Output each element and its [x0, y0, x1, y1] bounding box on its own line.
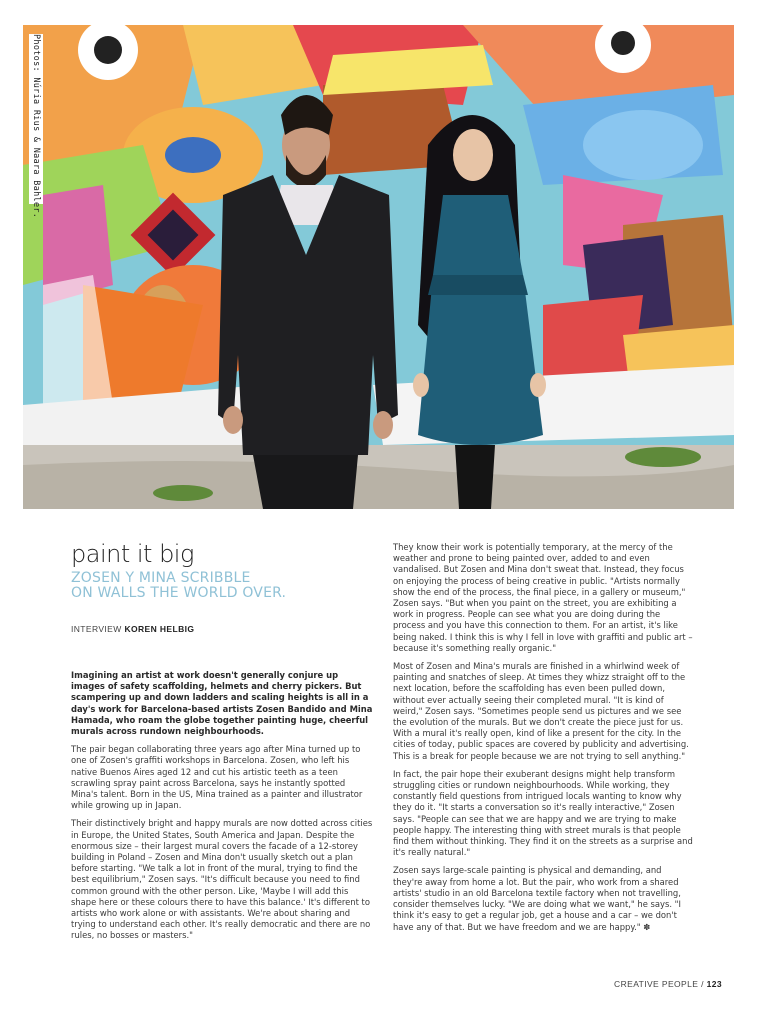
page-number: 123	[706, 979, 722, 989]
artists-photo	[23, 25, 734, 509]
page-footer	[614, 979, 722, 989]
article-column-left	[71, 670, 374, 949]
byline	[71, 624, 194, 634]
photo-credit	[29, 34, 43, 219]
body-paragraph: Zosen says large-scale painting is physical and demanding, and they're away from home a lot. But the pair, who work from a shared artists' studio in an old Barcelona textile factory when not travelling, consider themselves lucky. "We are doing what we want," he says. "I think it's easy to get a regular job, get a house and a car – we don't have any of that. But we have freedom and we are happy." ✽	[393, 865, 682, 932]
article-title: paint it big	[71, 540, 194, 568]
photo-credit-text: Photos: Núria Rius & Naara Bahler.	[31, 34, 41, 219]
article-column-right	[393, 542, 693, 940]
mural-illustration	[23, 25, 734, 509]
footer-section: CREATIVE PEOPLE	[614, 979, 699, 989]
byline-label: INTERVIEW	[71, 624, 122, 634]
article-subtitle	[71, 571, 371, 601]
body-paragraph: Most of Zosen and Mina's murals are finished in a whirlwind week of painting and snatches of sleep. At times they whizz straight off to the next location, before the scaffolding has even been pulled down, without ever actually seeing their completed mural. "It is kind of weird," Zosen says. "Sometimes people send us pictures and we see the evolution of the murals. But we don't create the piece just for us. With a mural it's really open, kind of like a present for the city. In the cities of today, public spaces are covered by publicity and advertising. This is a break for people because we are not trying to sell anything."	[393, 661, 689, 761]
byline-author: KOREN HELBIG	[124, 624, 195, 634]
body-paragraph: Their distinctively bright and happy murals are now dotted across cities in Europe, the United States, South America and Japan. Despite the enormous size – their largest mural covers the facade of a 12-storey building in Poland – Zosen and Mina don't usually sketch out a plan before starting. "We talk a lot in front of the mural, trying to find the best equilibrium," Zosen says. "It's difficult because you need to find common ground with the other person. Like, 'Maybe I will add this shape here or these colours there to have this balance.' It's different to artists who work alone or with assistants. We're about sharing and trying to understand each other. It's really democratic and there are no rules, no bosses or masters."	[71, 818, 373, 941]
body-paragraph: The pair began collaborating three years ago after Mina turned up to one of Zosen's graffiti workshops in Barcelona. Zosen, who left his native Buenos Aires aged 12 and cut his artistic teeth as a teen scrawling spray paint across Barcelona, says he instantly spotted Mina's talent. Born in the US, Mina trained as a painter and illustrator while growing up in Japan.	[71, 744, 363, 811]
subtitle-line: ZOSEN Y MINA SCRIBBLE	[71, 570, 251, 586]
lede-paragraph: Imagining an artist at work doesn't generally conjure up images of safety scaffolding, helmets and cherry pickers. But scampering up and down ladders and scaling heights is all in a day's work for Barcelona-based artists Zosen Bandido and Mina Hamada, who roam the globe together painting huge, cheerful murals across rundown neighbourhoods.	[71, 670, 373, 737]
footer-separator: /	[701, 979, 704, 989]
body-paragraph: They know their work is potentially temporary, at the mercy of the weather and prone to being painted over, added to and even vandalised. But Zosen and Mina don't sweat that. Instead, they focus on enjoying the process of being creative in public. "Artists normally show the end of the process, the final piece, in a gallery or museum," Zosen says. "But when you paint on the street, you are exhibiting a work in progress. People can see what you are doing during the process and you have this connection to them. For an artist, it's like being naked. I think this is why I fell in love with graffiti and public art – because it's something really organic."	[393, 542, 693, 653]
subtitle-line: ON WALLS THE WORLD OVER.	[71, 585, 287, 601]
body-paragraph: In fact, the pair hope their exuberant designs might help transform struggling cities or rundown neighbourhoods. While working, they constantly field questions from intrigued locals wanting to know why they do it. "It starts a conversation so it's really interactive," Zosen says. "People can see that we are happy and we are trying to make people happy. The interesting thing with street murals is that people find them without thinking. They find it on the streets as a surprise and it's really natural."	[393, 768, 693, 858]
